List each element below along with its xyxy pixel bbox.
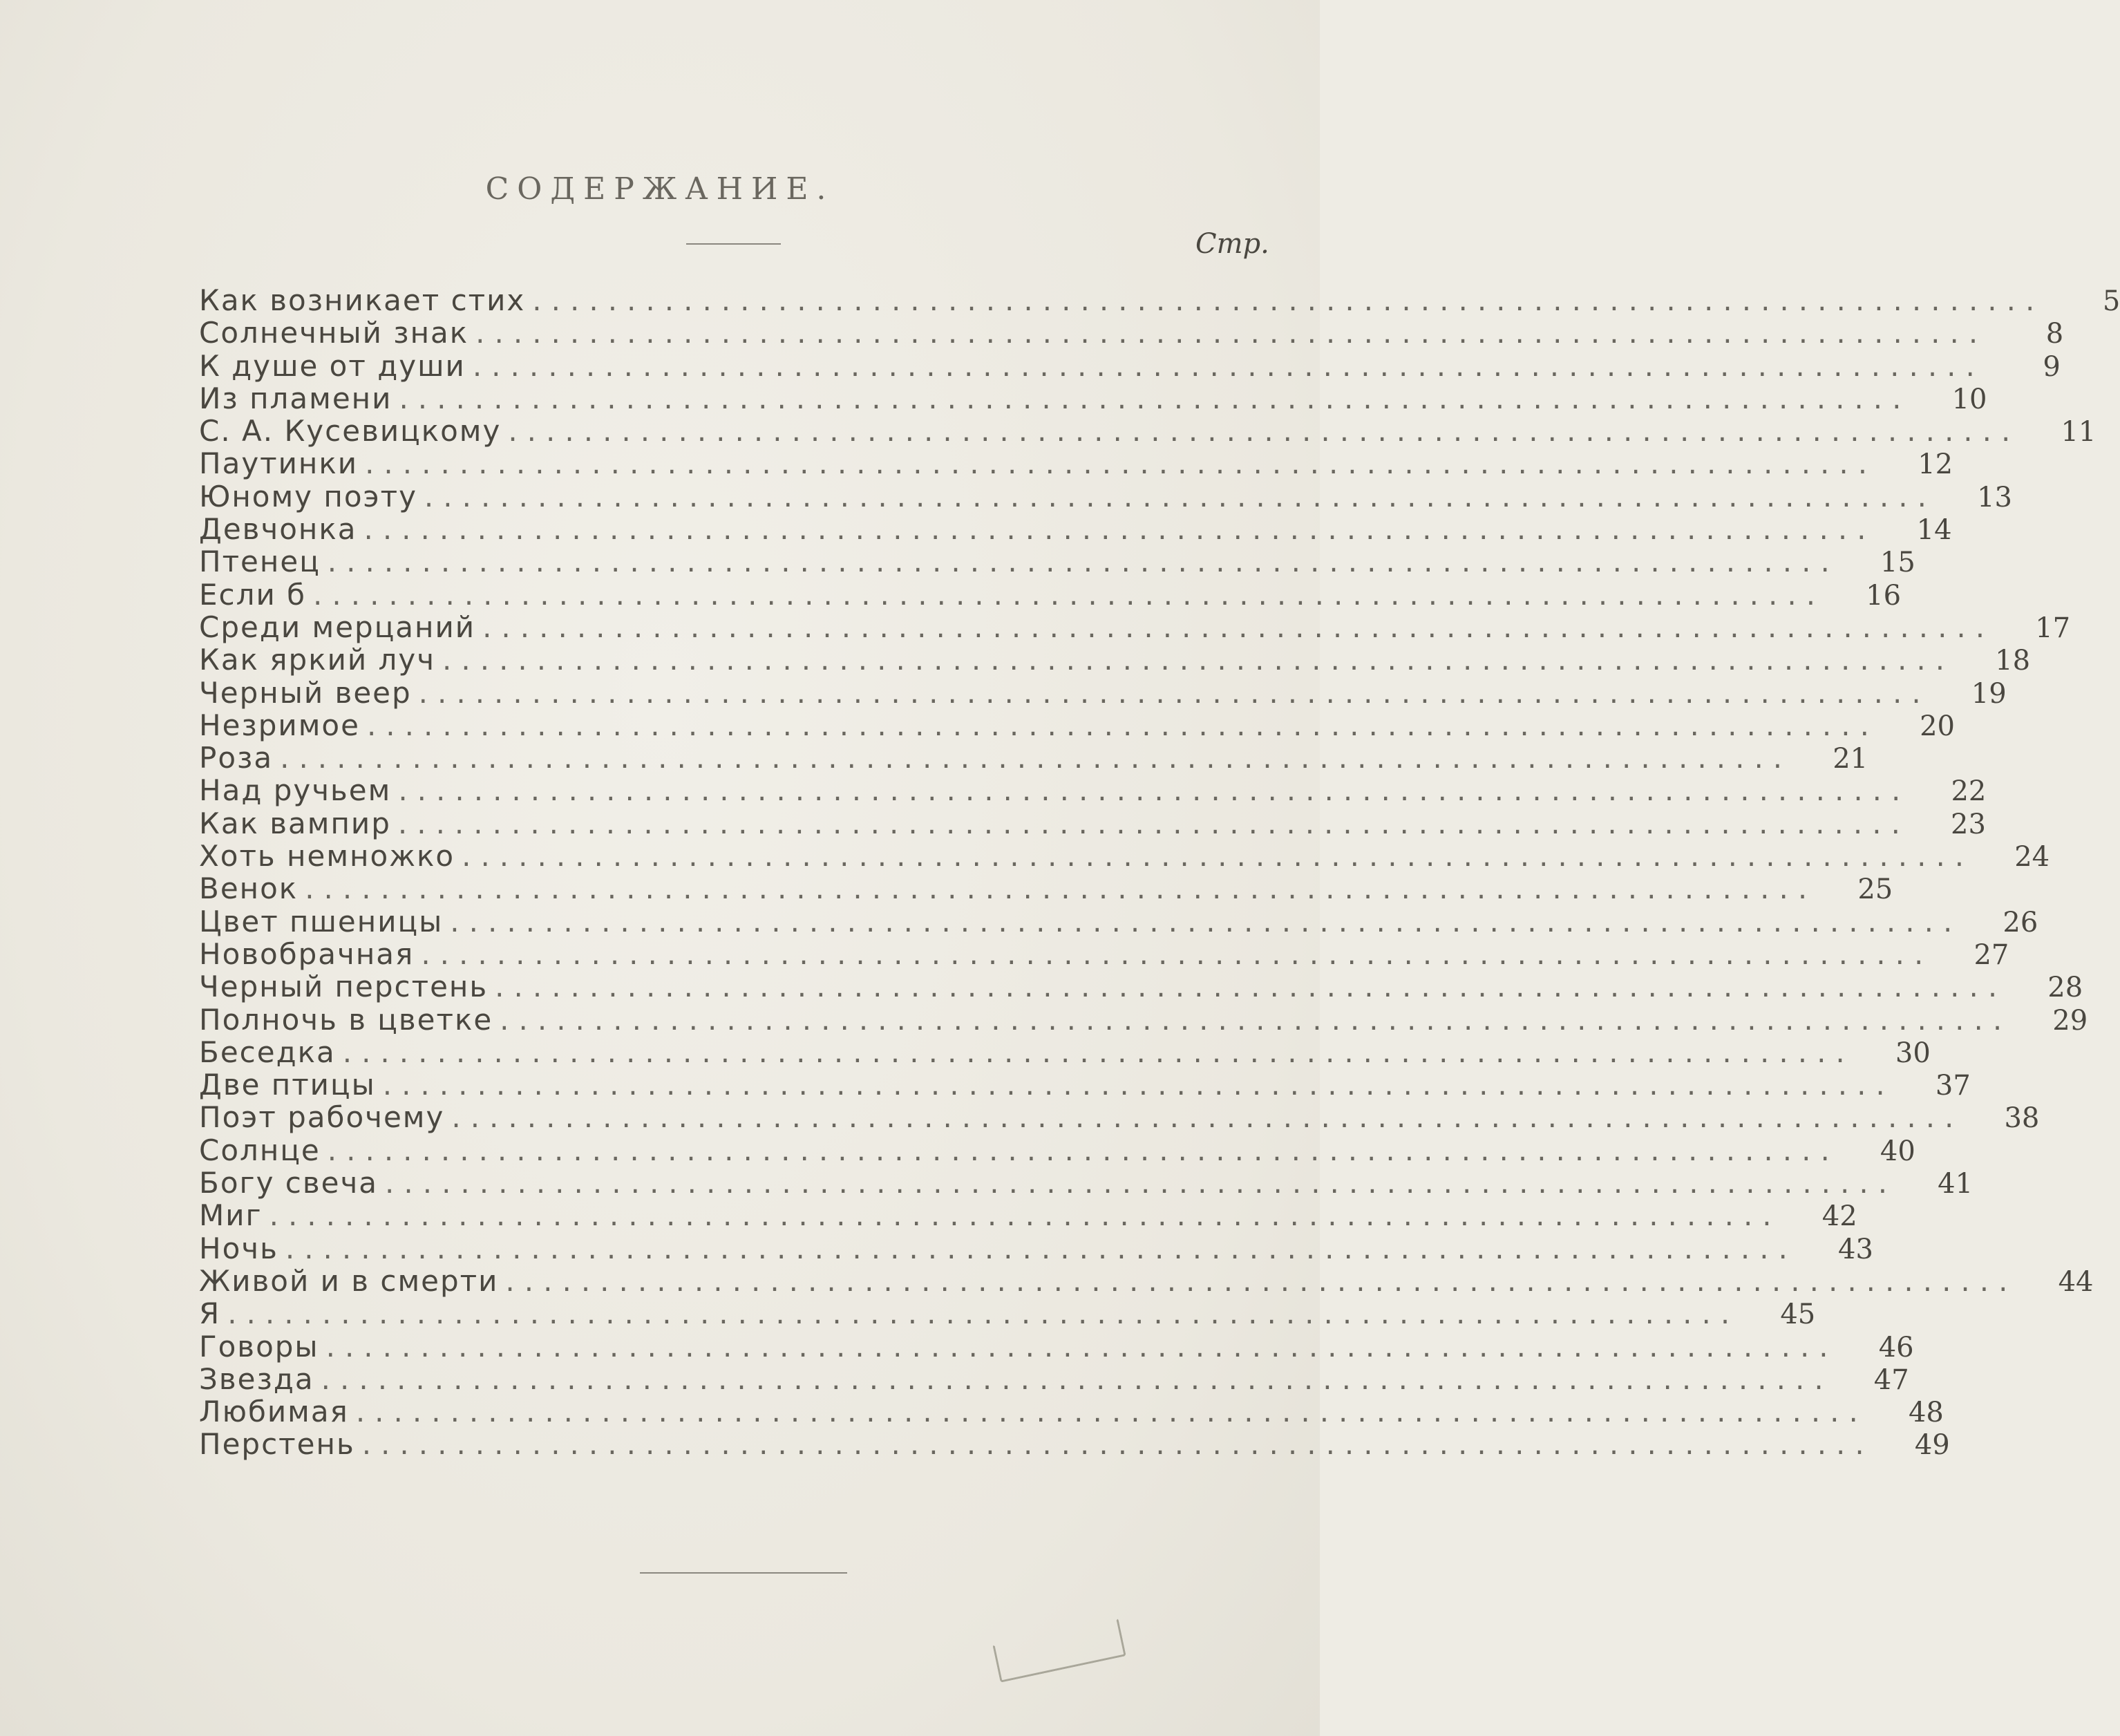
entry-page: 5 — [2102, 285, 2120, 317]
entry-title: Звезда — [199, 1361, 314, 1396]
entry-page: 12 — [1918, 449, 1953, 481]
dot-leader: ................................................................................ — [482, 610, 1995, 644]
dot-leader: ................................................................................ — [475, 316, 1988, 350]
toc-entry — [199, 970, 2083, 1004]
entry-page: 47 — [1873, 1364, 1909, 1396]
dot-leader: ................................................................................ — [269, 1198, 1781, 1233]
entry-page: 25 — [1857, 874, 1893, 906]
entry-title: Девчонка — [199, 512, 357, 547]
toc-entry — [199, 741, 1868, 775]
dot-leader: ................................................................................ — [363, 512, 1876, 547]
toc-entry — [199, 1133, 1915, 1167]
dot-leader: ................................................................................ — [442, 643, 1955, 677]
entry-page: 26 — [2003, 906, 2038, 938]
entry-title: Паутинки — [199, 446, 359, 481]
entry-title: Говоры — [199, 1329, 319, 1364]
entry-title: Юному поэту — [199, 479, 417, 513]
bottom-rule — [640, 1572, 847, 1574]
entry-page: 48 — [1908, 1397, 1944, 1429]
entry-page: 28 — [2047, 972, 2083, 1004]
entry-title: Новобрачная — [199, 936, 415, 971]
entry-title: Из пламени — [199, 381, 392, 415]
entry-page: 42 — [1821, 1200, 1857, 1233]
toc-entry — [199, 1263, 2094, 1298]
entry-page: 9 — [2043, 350, 2061, 383]
entry-title: Черный перстень — [199, 970, 489, 1004]
entry-page: 22 — [1951, 775, 1987, 808]
entry-title: Если б — [199, 577, 307, 612]
toc-entry — [199, 283, 2120, 317]
toc-entry — [199, 675, 2007, 710]
entry-page: 18 — [1995, 645, 2031, 677]
entry-page: 29 — [2052, 1004, 2088, 1037]
entry-page: 44 — [2058, 1265, 2094, 1298]
entry-page: 45 — [1780, 1299, 1816, 1331]
toc-entry — [199, 708, 1955, 742]
entry-title: Черный веер — [199, 675, 412, 710]
dot-leader: ................................................................................ — [325, 1329, 1838, 1364]
dot-leader: ................................................................................ — [450, 904, 1962, 938]
toc-entry — [199, 1427, 1950, 1462]
entry-title: Незримое — [199, 708, 360, 742]
entry-title: Я — [199, 1296, 221, 1331]
toc-entry — [199, 839, 2050, 874]
dot-leader: ................................................................................ — [500, 1002, 2012, 1037]
entry-title: Солнечный знак — [199, 316, 469, 350]
dot-leader: ................................................................................ — [424, 479, 1936, 513]
dot-leader: ................................................................................ — [342, 1035, 1855, 1069]
dot-leader: ................................................................................ — [472, 348, 1985, 383]
entry-title: Богу свеча — [199, 1166, 379, 1200]
entry-title: К душе от души — [199, 348, 466, 383]
dot-leader: ................................................................................ — [305, 871, 1817, 906]
dot-leader: ................................................................................ — [385, 1166, 1897, 1200]
toc-entry — [199, 316, 2064, 350]
dot-leader: ................................................................................ — [462, 839, 1974, 874]
toc-entry — [199, 1231, 1873, 1265]
entry-title: Цвет пшеницы — [199, 904, 444, 938]
entry-title: Поэт рабочему — [199, 1100, 445, 1135]
dot-leader: ................................................................................ — [399, 381, 1911, 415]
toc-entry — [199, 904, 2038, 938]
entry-page: 19 — [1971, 677, 2007, 710]
entry-title: Полночь в цветке — [199, 1002, 493, 1037]
dot-leader: ................................................................................ — [398, 773, 1911, 808]
entry-title: Живой и в смерти — [199, 1263, 499, 1298]
dot-leader: ................................................................................ — [285, 1231, 1797, 1265]
toc-entry — [199, 610, 2071, 644]
toc-entry — [199, 936, 2009, 971]
dot-leader: ................................................................................ — [397, 806, 1910, 840]
dot-leader: ................................................................................ — [508, 414, 2020, 449]
dot-leader: ................................................................................ — [495, 970, 2007, 1004]
toc-entry — [199, 512, 1952, 547]
toc-entry — [199, 1361, 1909, 1396]
entry-page: 37 — [1935, 1070, 1971, 1102]
entry-page: 15 — [1880, 547, 1915, 579]
entry-page: 20 — [1920, 710, 1955, 742]
toc-entry — [199, 1198, 1857, 1233]
title-rule — [686, 243, 781, 245]
entry-page: 10 — [1951, 383, 1987, 415]
dot-leader: ................................................................................ — [418, 675, 1931, 710]
dot-leader: ................................................................................ — [382, 1068, 1895, 1102]
dot-leader: ................................................................................ — [505, 1263, 2018, 1298]
toc-entry — [199, 1035, 1931, 1069]
entry-title: Любимая — [199, 1395, 349, 1429]
toc-entry — [199, 545, 1915, 579]
entry-title: Птенец — [199, 545, 321, 579]
dot-leader: ................................................................................ — [227, 1296, 1740, 1331]
entry-page: 14 — [1916, 514, 1952, 547]
toc-entry — [199, 1395, 1944, 1429]
entry-page: 11 — [2061, 416, 2097, 449]
toc-entry — [199, 643, 2031, 677]
entry-title: Над ручьем — [199, 773, 392, 808]
entry-page: 38 — [2004, 1102, 2040, 1135]
toc-entry — [199, 1166, 1974, 1200]
toc-entry — [199, 806, 1986, 840]
toc-entry — [199, 1329, 1914, 1364]
toc-entry — [199, 1100, 2040, 1135]
table-of-contents — [199, 283, 2120, 1462]
entry-page: 21 — [1833, 743, 1868, 775]
dot-leader: ................................................................................ — [365, 446, 1877, 481]
entry-page: 16 — [1866, 579, 1902, 612]
toc-entry — [199, 1296, 1816, 1331]
entry-title: Перстень — [199, 1427, 355, 1462]
dot-leader: ................................................................................ — [327, 1133, 1839, 1167]
ink-stamp-mark — [992, 1618, 1126, 1682]
entry-page: 40 — [1880, 1135, 1915, 1167]
entry-title: Как яркий луч — [199, 643, 436, 677]
toc-entry — [199, 381, 1987, 415]
toc-entry — [199, 773, 1987, 808]
dot-leader: ................................................................................ — [355, 1395, 1868, 1429]
entry-page: 41 — [1938, 1168, 1974, 1200]
dot-leader: ................................................................................ — [313, 577, 1826, 612]
dot-leader: ................................................................................ — [366, 708, 1879, 742]
entry-title: Как вампир — [199, 806, 391, 840]
dot-leader: ................................................................................ — [451, 1100, 1964, 1135]
entry-title: Беседка — [199, 1035, 336, 1069]
dot-leader: ................................................................................ — [361, 1427, 1874, 1462]
entry-title: Среди мерцаний — [199, 610, 476, 644]
toc-entry — [199, 577, 1902, 612]
entry-title: Ночь — [199, 1231, 278, 1265]
entry-page: 24 — [2014, 841, 2050, 874]
entry-page: 27 — [1974, 938, 2009, 971]
toc-entry — [199, 1068, 1971, 1102]
entry-page: 23 — [1951, 808, 1986, 840]
toc-entry — [199, 446, 1953, 481]
entry-title: Солнце — [199, 1133, 321, 1167]
entry-title: Хоть немножко — [199, 839, 455, 874]
entry-title: С. А. Кусевицкому — [199, 414, 502, 449]
page-column-header: Стр. — [1195, 228, 1269, 260]
entry-page: 17 — [2035, 612, 2071, 644]
dot-leader: ................................................................................ — [327, 545, 1839, 579]
entry-title: Миг — [199, 1198, 263, 1233]
entry-page: 43 — [1838, 1233, 1873, 1265]
entry-page: 8 — [2045, 318, 2064, 350]
dot-leader: ................................................................................ — [421, 936, 1933, 971]
toc-entry — [199, 1002, 2088, 1037]
entry-page: 13 — [1977, 481, 2012, 513]
toc-entry — [199, 479, 2012, 513]
entry-page: 46 — [1878, 1331, 1914, 1364]
entry-title: Роза — [199, 741, 274, 775]
entry-title: Две птицы — [199, 1068, 376, 1102]
entry-page: 49 — [1914, 1429, 1950, 1462]
toc-entry — [199, 414, 2097, 449]
entry-title: Как возникает стих — [199, 283, 526, 317]
entry-page: 30 — [1895, 1037, 1931, 1069]
entry-title: Венок — [199, 871, 299, 906]
dot-leader: ................................................................................ — [532, 283, 2045, 317]
toc-entry — [199, 871, 1893, 906]
dot-leader: ................................................................................ — [280, 741, 1792, 775]
toc-entry — [199, 348, 2061, 383]
dot-leader: ................................................................................ — [321, 1361, 1833, 1396]
page-title: СОДЕРЖАНИЕ. — [485, 171, 835, 207]
